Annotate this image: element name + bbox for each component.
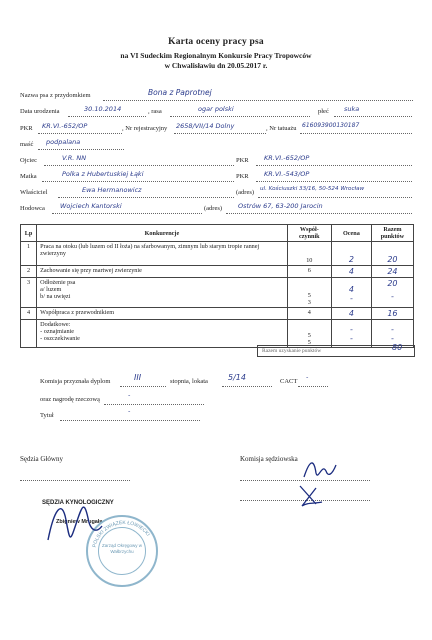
- row3-ocena[interactable]: 4: [348, 285, 354, 294]
- owner-line: [58, 197, 234, 198]
- table-row: [21, 278, 414, 308]
- judge-stamp-name: Zbigniew Mrugała: [56, 519, 103, 525]
- row1-wsp: 10: [287, 242, 331, 266]
- row1-name: Praca na otoku (lub luzem od II łoża) na sfarbowanym, zimnym lub starym tropie rannej zwierzyny: [37, 242, 287, 266]
- tattoo-value[interactable]: 616093900130187: [302, 122, 360, 129]
- mother-pkr-label: PKR: [236, 173, 249, 180]
- prizes-line: [104, 404, 204, 405]
- breed-label: , rasa: [148, 108, 162, 115]
- mother-pkr-value[interactable]: KR.VI.-543/OP: [264, 170, 310, 178]
- reg-value[interactable]: 2658/VII/14 Dolny: [176, 122, 235, 130]
- name-line: [103, 100, 413, 101]
- sex-line: [334, 116, 412, 117]
- row2-lp: 2: [21, 266, 37, 278]
- document-place-date: w Chwalisławiu dn 20.05.2017 r.: [164, 61, 268, 70]
- father-pkr-value[interactable]: KR.VI.-652/OP: [264, 154, 310, 162]
- document-title: Karta oceny pracy psa: [168, 37, 264, 47]
- score-table: [20, 224, 414, 348]
- mother-line: [42, 181, 234, 182]
- row4-lp: 4: [21, 308, 37, 320]
- sex-label: płeć: [318, 108, 329, 115]
- row4-name: Współpraca z przewodnikiem: [37, 308, 287, 320]
- chief-judge-signature: [40, 490, 110, 550]
- breeder-label: Hodowca: [20, 205, 45, 212]
- title-line: [60, 420, 200, 421]
- row3-sub-b: b/ na uwięzi: [40, 293, 71, 300]
- father-value[interactable]: V.R. NN: [62, 154, 87, 162]
- round-stamp-center-text: Zarząd Okręgowy w Wałbrzychu: [101, 543, 142, 554]
- row5-sub-a: - oznajmianie: [40, 328, 75, 335]
- pkr-value[interactable]: KR.VI.-652/OP: [42, 122, 88, 130]
- row4-wsp: 4: [287, 308, 331, 320]
- row5-ocena[interactable]: -: [349, 325, 353, 334]
- row5-sub-b: - oszczekiwanie: [40, 335, 80, 342]
- committee-signature-2: [296, 482, 326, 510]
- mother-value[interactable]: Polka z Hubertuskiej Łąki: [62, 170, 144, 178]
- coat-line: [38, 149, 124, 150]
- committee-label: Komisja sędziowska: [240, 455, 298, 463]
- cacit-label: CACT: [280, 378, 298, 385]
- owner-label: Właściciel: [20, 189, 48, 196]
- award-value[interactable]: III: [134, 373, 142, 382]
- father-label: Ojciec: [20, 157, 37, 164]
- row1-ocena[interactable]: 2: [331, 242, 371, 266]
- row3-lp: 3: [21, 278, 37, 308]
- tattoo-label: , Nr tatuażu: [266, 125, 297, 132]
- row3-razem-cell: [371, 278, 413, 308]
- table-row: [21, 242, 414, 266]
- father-pkr-line: [256, 165, 412, 166]
- row3-name: Odłożenie psa: [40, 279, 76, 286]
- row5-razem[interactable]: -: [390, 325, 394, 334]
- award-label: Komisja przyznała dyplom: [40, 378, 111, 385]
- row3-wsp-b: 3: [307, 299, 311, 306]
- row5-name: Dodatkowe:: [40, 321, 71, 328]
- row3-ocena-b[interactable]: -: [349, 294, 353, 303]
- row5-lp: [21, 320, 37, 348]
- row1-lp: 1: [21, 242, 37, 266]
- breed-value[interactable]: ogar polski: [198, 105, 234, 113]
- place-value[interactable]: 5/14: [228, 373, 246, 382]
- pkr-line: [38, 133, 122, 134]
- table-row: [21, 266, 414, 278]
- row5-razem-b[interactable]: -: [390, 334, 394, 343]
- row2-wsp: 6: [287, 266, 331, 278]
- row3-razem-b[interactable]: -: [390, 292, 394, 301]
- table-row: [21, 320, 414, 348]
- header-konkurencje: Konkurencje: [37, 225, 287, 242]
- breed-line: [170, 116, 310, 117]
- title-value[interactable]: -: [128, 407, 131, 415]
- row3-name-cell: [37, 278, 287, 308]
- award-line: [120, 386, 166, 387]
- coat-value[interactable]: podpalana: [46, 138, 81, 146]
- chief-judge-line: [20, 480, 130, 481]
- name-value[interactable]: Bona z Paprotnej: [148, 88, 212, 97]
- owner-addr-line: [258, 197, 412, 198]
- row3-wsp-cell: [287, 278, 331, 308]
- dob-label: Data urodzenia: [20, 108, 60, 115]
- row5-wsp-b: 5: [307, 339, 311, 346]
- row5-wsp-cell: [287, 320, 331, 348]
- row4-ocena[interactable]: 4: [331, 308, 371, 320]
- breeder-addr-value[interactable]: Ostrów 67, 63-200 Jarocin: [238, 202, 323, 210]
- breeder-value[interactable]: Wojciech Kantorski: [60, 202, 122, 210]
- breeder-line: [52, 213, 202, 214]
- row2-name: Zachowanie się przy martwej zwierzynie: [37, 266, 287, 278]
- reg-line: [174, 133, 266, 134]
- cacit-line: [298, 386, 328, 387]
- header-ocena: Ocena: [331, 225, 371, 242]
- row5-wsp-a: 5: [307, 332, 311, 339]
- total-label: Razem uzyskanie punktów: [262, 348, 322, 354]
- row5-ocena-b[interactable]: -: [349, 334, 353, 343]
- round-stamp-ring-text: POLSKI ZWIĄZEK ŁOWIECKI: [91, 519, 151, 549]
- pkr-label: PKR: [20, 125, 33, 132]
- prizes-value[interactable]: -: [128, 391, 131, 399]
- sex-value[interactable]: suka: [344, 105, 360, 113]
- reg-label: , Nr rejestracyjny: [122, 125, 168, 132]
- table-header-row: [21, 225, 414, 242]
- chief-judge-label: Sędzia Główny: [20, 455, 63, 463]
- cacit-value[interactable]: -: [306, 373, 309, 381]
- breeder-addr-label: (adres): [204, 205, 223, 212]
- owner-value[interactable]: Ewa Hermanowicz: [82, 186, 142, 194]
- owner-addr-label: (adres): [236, 189, 255, 196]
- dob-line: [68, 116, 146, 117]
- committee-signature-1: [300, 455, 340, 485]
- table-row: [21, 308, 414, 320]
- judge-stamp-title: SĘDZIA KYNOLOGICZNY: [42, 500, 114, 506]
- row1-razem[interactable]: 20: [371, 242, 413, 266]
- dob-value[interactable]: 30.10.2014: [84, 105, 122, 113]
- row3-razem[interactable]: 20: [387, 279, 398, 288]
- row2-razem[interactable]: 24: [371, 266, 413, 278]
- coat-label: maść: [20, 141, 34, 148]
- row5-name-cell: [37, 320, 287, 348]
- header-razem: Razem punktów: [371, 225, 413, 242]
- mother-pkr-line: [256, 181, 412, 182]
- degree-label: stopnia, lokata: [170, 378, 208, 385]
- row3-sub-a: a/ luzem: [40, 286, 62, 293]
- header-wspolczynnik: Współ-czynnik: [287, 225, 331, 242]
- document-subtitle: na VI Sudeckim Regionalnym Konkursie Pracy Tropowców: [120, 51, 312, 60]
- title-label: Tytuł: [40, 412, 54, 419]
- father-line: [44, 165, 234, 166]
- mother-label: Matka: [20, 173, 37, 180]
- row4-razem[interactable]: 16: [371, 308, 413, 320]
- place-line: [222, 386, 272, 387]
- row5-ocena-cell: [331, 320, 371, 348]
- owner-addr-value[interactable]: ul. Kościuszki 33/16, 50-524 Wrocław: [260, 186, 365, 192]
- breeder-addr-line: [226, 213, 412, 214]
- row3-ocena-cell: [331, 278, 371, 308]
- father-pkr-label: PKR: [236, 157, 249, 164]
- header-lp: Lp: [21, 225, 37, 242]
- row3-wsp-a: 5: [307, 292, 311, 299]
- tattoo-line: [300, 133, 412, 134]
- prizes-label: oraz nagrodę rzeczową: [40, 396, 100, 403]
- name-label: Nazwa psa z przydomkiem: [20, 92, 91, 99]
- total-value[interactable]: 80: [392, 343, 403, 352]
- row2-ocena[interactable]: 4: [331, 266, 371, 278]
